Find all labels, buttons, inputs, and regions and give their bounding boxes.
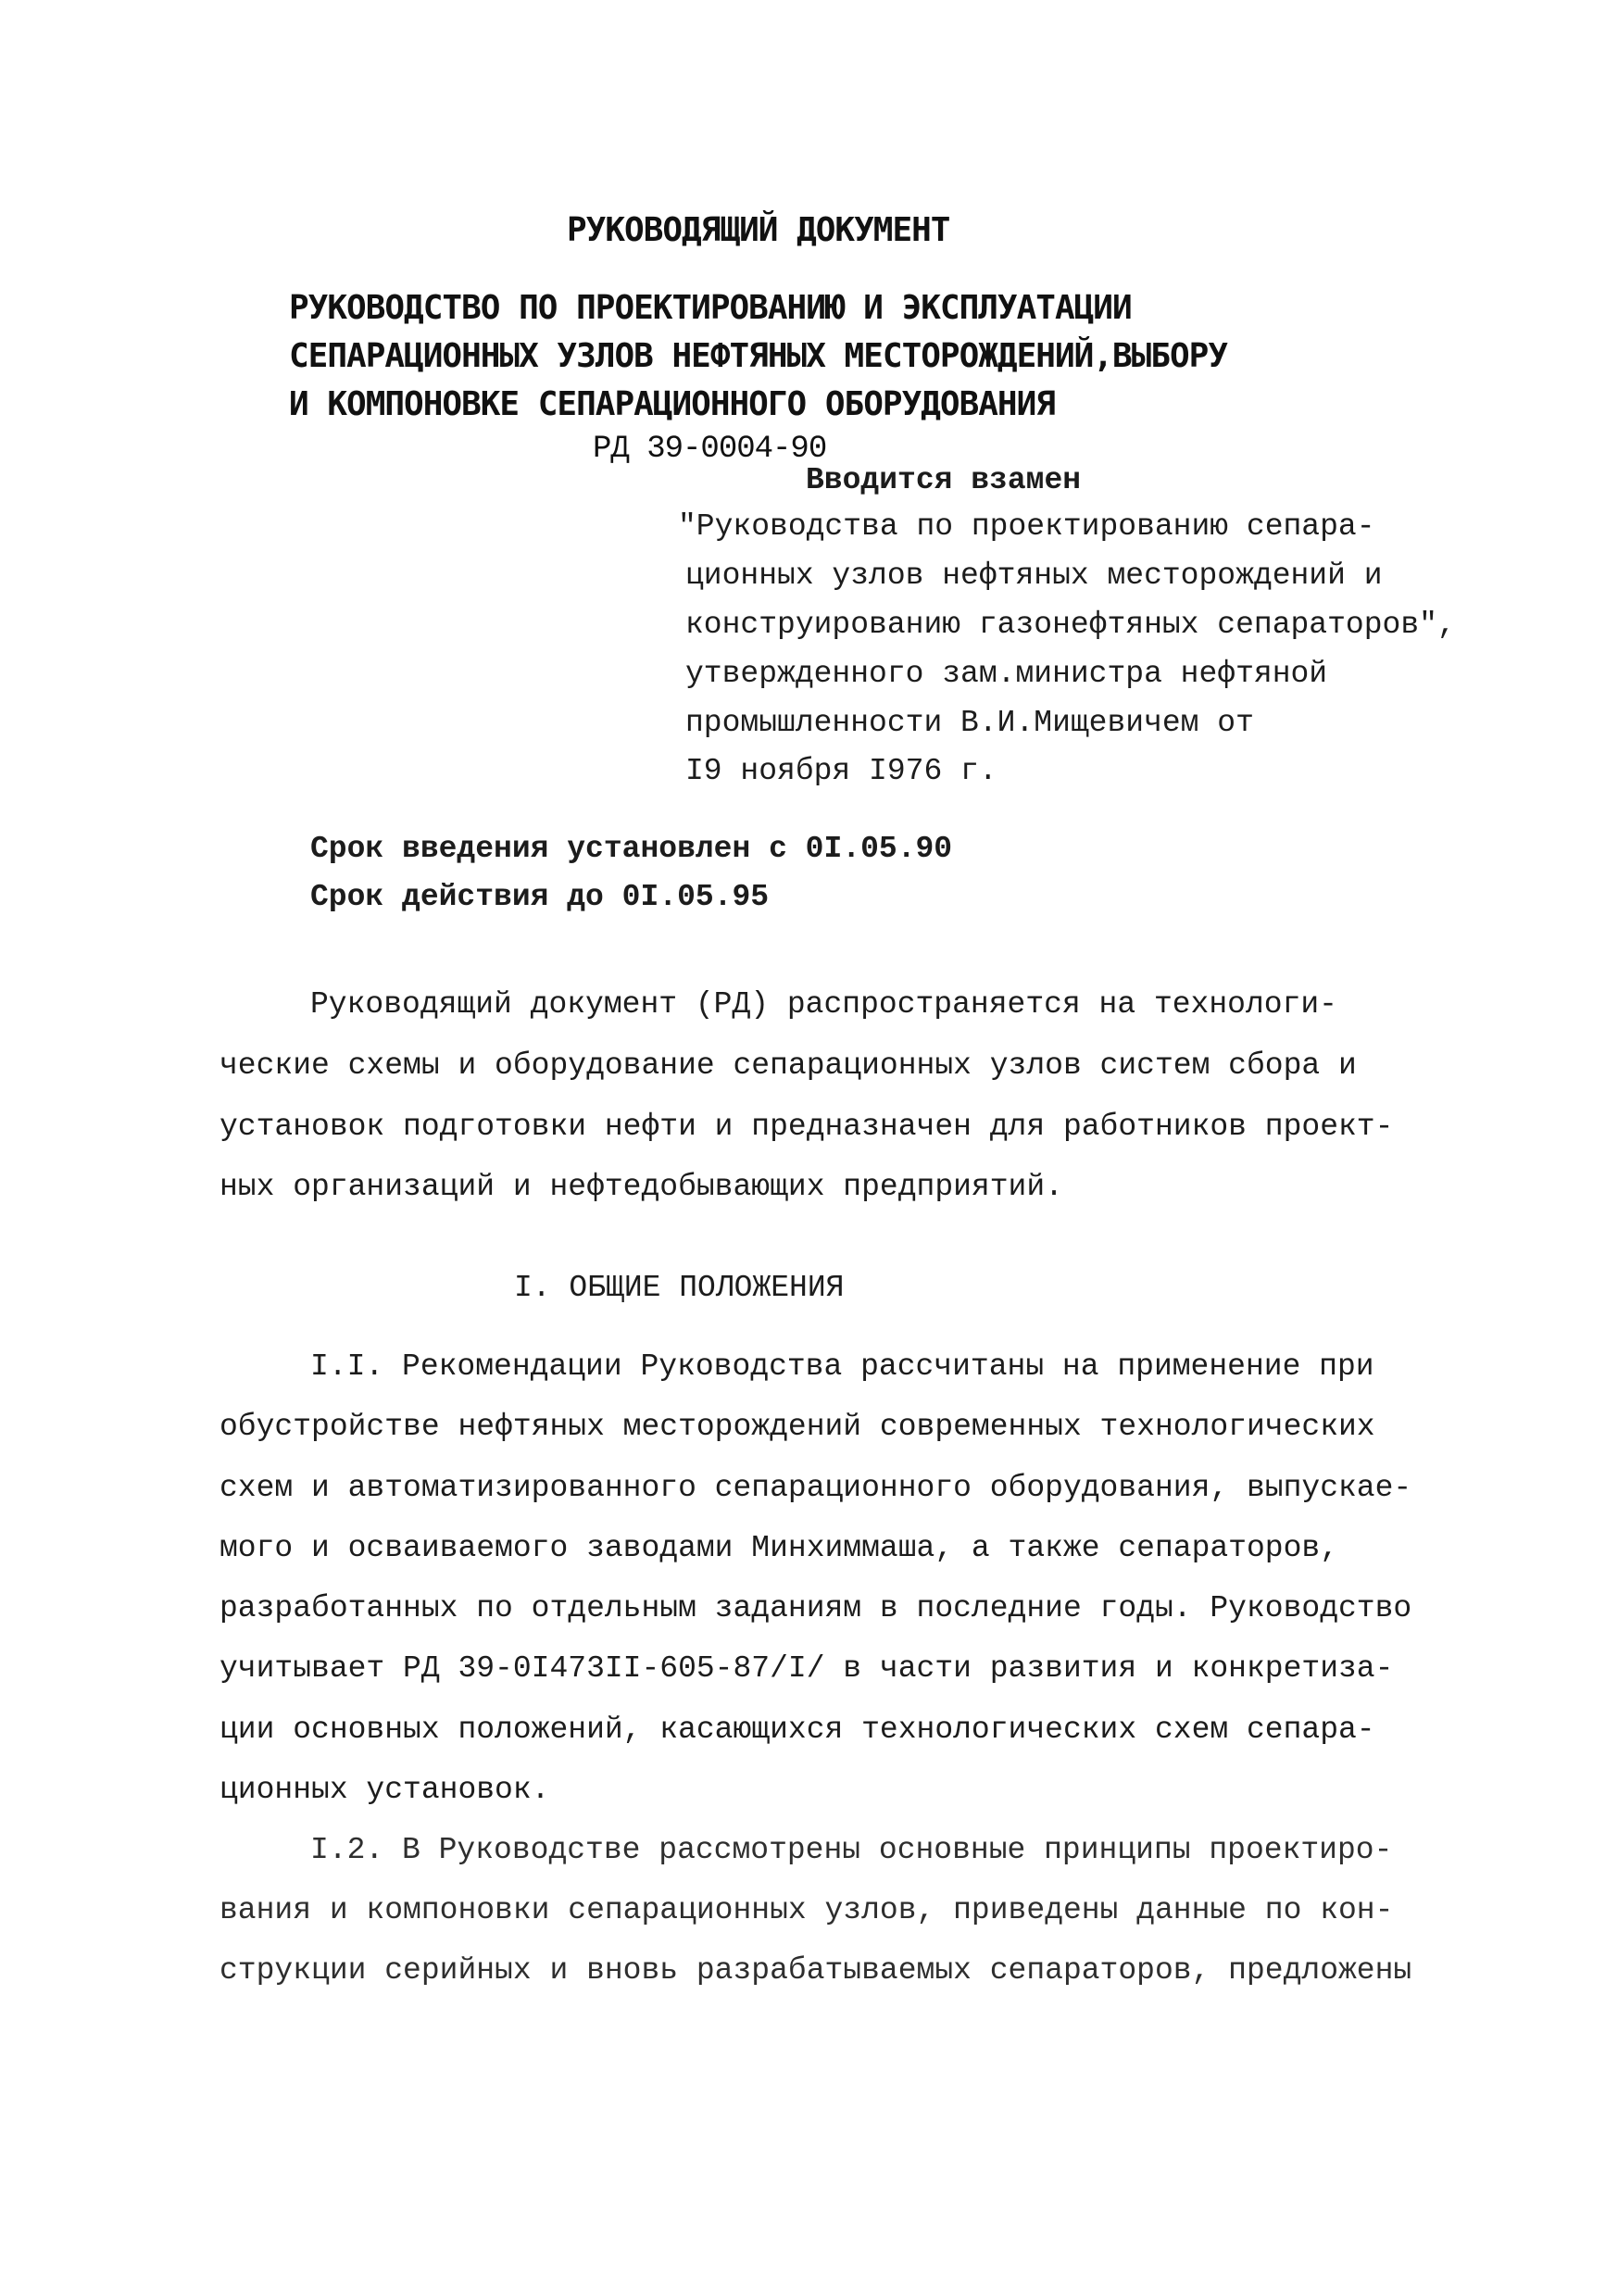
para-1-2-line-1: I.2. В Руководстве рассмотрены основные принципы проектиро- [310,1833,1393,1867]
scope-paragraph-line-2: ческие схемы и оборудование сепарационных узлов систем сбора и [219,1048,1357,1083]
para-1-1-line-3: схем и автоматизированного сепарационного оборудования, выпускае- [219,1471,1412,1505]
para-1-2-line-2: вания и компоновки сепарационных узлов, приведены данные по кон- [219,1893,1394,1927]
replacement-line-6: I9 ноября I976 г. [685,754,997,788]
section-1-heading: I. ОБЩИЕ ПОЛОЖЕНИЯ [514,1271,845,1305]
para-1-1-line-2: обустройстве нефтяных месторождений современных технологических [219,1410,1375,1444]
scope-paragraph-line-1: Руководящий документ (РД) распространяется на технологи- [310,987,1337,1022]
para-1-1-line-5: разработанных по отдельным заданиям в последние годы. Руководство [219,1591,1412,1625]
replacement-intro: Вводится взамен [806,463,1082,497]
replacement-line-3: конструированию газонефтяных сепараторов", [685,608,1456,642]
para-1-1-line-6: учитывает РД 39-0I473II-605-87/I/ в части развития и конкретиза- [219,1651,1394,1686]
replacement-line-1: "Руководства по проектированию сепара- [678,509,1375,544]
document-title-line-2: СЕПАРАЦИОННЫХ УЗЛОВ НЕФТЯНЫХ МЕСТОРОЖДЕНИЙ,ВЫБОРУ [289,337,1228,375]
replacement-line-2: ционных узлов нефтяных месторождений и [685,558,1383,593]
replacement-line-5: промышленности В.И.Мищевичем от [685,706,1254,740]
para-1-1-line-7: ции основных положений, касающихся технологических схем сепара- [219,1713,1375,1747]
replacement-line-4: утвержденного зам.министра нефтяной [685,657,1328,691]
validity-end: Срок действия до 0I.05.95 [310,880,770,914]
para-1-1-line-1: I.I. Рекомендации Руководства рассчитаны на применение при [310,1349,1374,1384]
para-1-1-line-8: ционных установок. [219,1773,550,1807]
scope-paragraph-line-4: ных организаций и нефтедобывающих предприятий. [219,1170,1063,1204]
document-title-line-1: РУКОВОДСТВО ПО ПРОЕКТИРОВАНИЮ И ЭКСПЛУАТАЦИИ [289,289,1132,327]
document-title-line-3: И КОМПОНОВКЕ СЕПАРАЦИОННОГО ОБОРУДОВАНИЯ [289,385,1055,423]
para-1-2-line-3: струкции серийных и вновь разрабатываемых сепараторов, предложены [219,1953,1412,1988]
para-1-1-line-4: мого и осваиваемого заводами Минхиммаша, а также сепараторов, [219,1531,1338,1565]
document-type-heading: РУКОВОДЯЩИЙ ДОКУМЕНТ [567,211,950,249]
scope-paragraph-line-3: установок подготовки нефти и предназначен для работников проект- [219,1110,1394,1144]
validity-start: Срок введения установлен с 0I.05.90 [310,832,953,866]
document-code: РД 39-0004-90 [593,432,827,467]
